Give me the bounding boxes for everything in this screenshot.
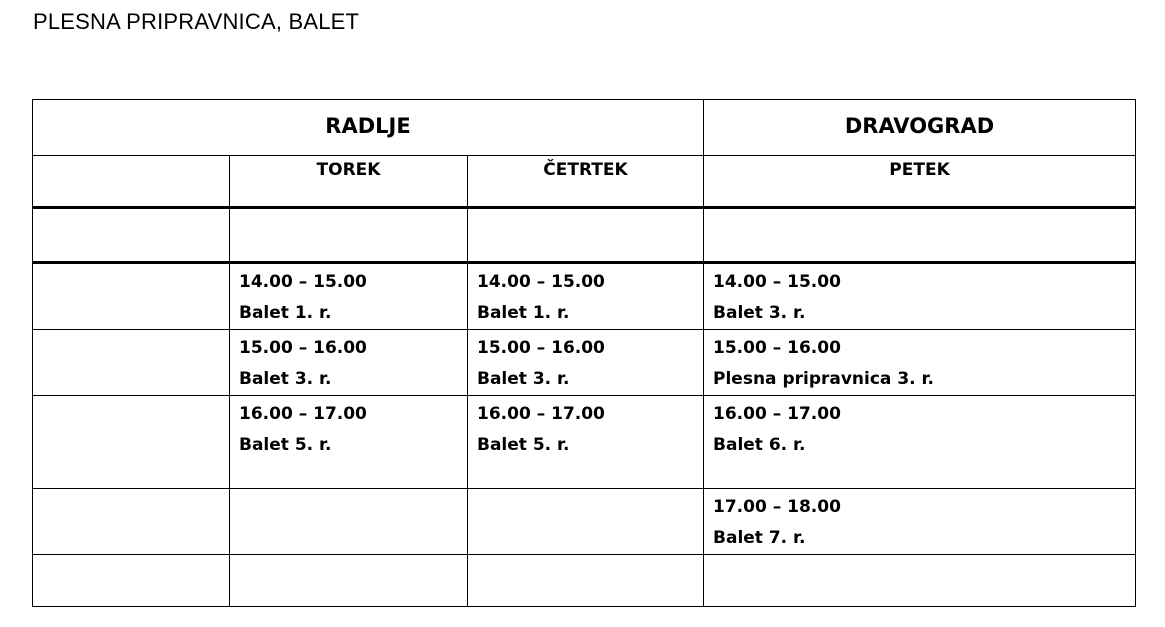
- empty-cell: [33, 330, 230, 396]
- slot-time: 17.00 – 18.00: [713, 497, 841, 517]
- day-cetrtek: ČETRTEK: [468, 156, 704, 208]
- slot-time: 16.00 – 17.00: [239, 404, 367, 424]
- empty-header-cell: [33, 156, 230, 208]
- slot-cell: [468, 263, 704, 330]
- slot-cell: [230, 330, 468, 396]
- slot-group: Balet 3. r.: [713, 303, 806, 323]
- slot-cell: [468, 330, 704, 396]
- empty-cell: [33, 555, 230, 607]
- slot-cell: [230, 396, 468, 489]
- location-header-row: [33, 100, 1136, 156]
- slot-cell: [704, 396, 1136, 489]
- empty-cell: [33, 263, 230, 330]
- slot-time: 15.00 – 16.00: [477, 338, 605, 358]
- empty-cell: [230, 208, 468, 263]
- slot-group: Balet 6. r.: [713, 435, 806, 455]
- slot-group: Balet 7. r.: [713, 528, 806, 548]
- table-row: [33, 489, 1136, 555]
- schedule-table: [32, 99, 1136, 607]
- slot-group: Balet 3. r.: [239, 369, 332, 389]
- empty-cell: [468, 489, 704, 555]
- empty-cell: [230, 555, 468, 607]
- slot-group: Balet 1. r.: [477, 303, 570, 323]
- blank-row: [33, 208, 1136, 263]
- slot-cell: [230, 263, 468, 330]
- location-radlje: RADLJE: [33, 100, 704, 156]
- empty-cell: [33, 396, 230, 489]
- empty-cell: [230, 489, 468, 555]
- day-petek: PETEK: [704, 156, 1136, 208]
- slot-cell: [704, 330, 1136, 396]
- empty-cell: [33, 489, 230, 555]
- slot-time: 16.00 – 17.00: [713, 404, 841, 424]
- empty-cell: [468, 208, 704, 263]
- empty-cell: [468, 555, 704, 607]
- page-title: PLESNA PRIPRAVNICA, BALET: [33, 9, 360, 34]
- slot-group: Balet 1. r.: [239, 303, 332, 323]
- location-dravograd: DRAVOGRAD: [704, 100, 1136, 156]
- slot-group: Balet 3. r.: [477, 369, 570, 389]
- slot-time: 15.00 – 16.00: [239, 338, 367, 358]
- slot-time: 14.00 – 15.00: [713, 272, 841, 292]
- slot-group: Plesna pripravnica 3. r.: [713, 369, 934, 389]
- slot-cell: [468, 396, 704, 489]
- empty-cell: [33, 208, 230, 263]
- table-row: [33, 330, 1136, 396]
- day-torek: TOREK: [230, 156, 468, 208]
- empty-cell: [704, 555, 1136, 607]
- slot-cell: [704, 263, 1136, 330]
- slot-time: 14.00 – 15.00: [239, 272, 367, 292]
- table-row: [33, 263, 1136, 330]
- slot-group: Balet 5. r.: [239, 435, 332, 455]
- day-header-row: [33, 156, 1136, 208]
- slot-time: 16.00 – 17.00: [477, 404, 605, 424]
- slot-time: 14.00 – 15.00: [477, 272, 605, 292]
- slot-group: Balet 5. r.: [477, 435, 570, 455]
- slot-time: 15.00 – 16.00: [713, 338, 841, 358]
- slot-cell: [704, 489, 1136, 555]
- empty-cell: [704, 208, 1136, 263]
- table-row: [33, 555, 1136, 607]
- table-row: [33, 396, 1136, 489]
